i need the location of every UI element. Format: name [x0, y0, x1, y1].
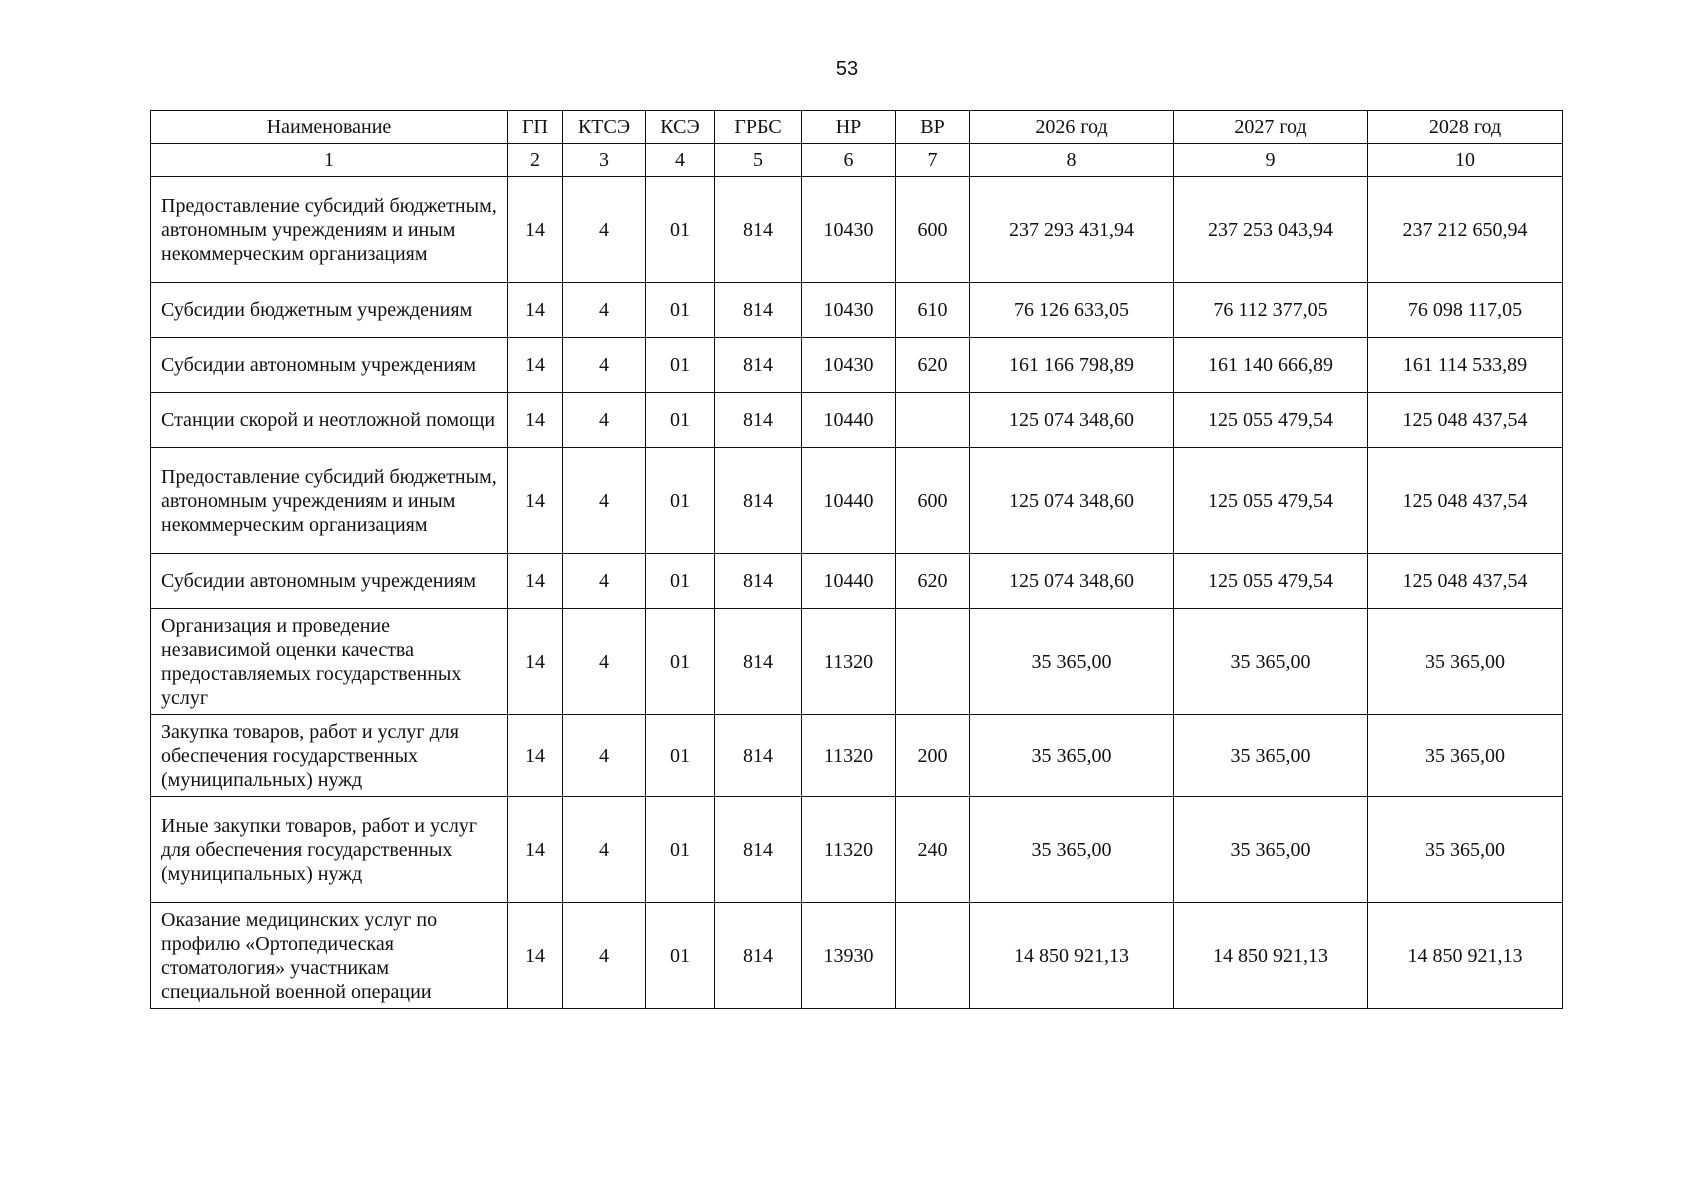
- row-ktse: 4: [563, 393, 646, 448]
- table-row: [151, 715, 1563, 797]
- row-vr: 610: [896, 283, 970, 338]
- row-grbs: 814: [715, 554, 802, 609]
- row-nr: 10440: [802, 393, 896, 448]
- row-kse: 01: [646, 283, 715, 338]
- row-kse: 01: [646, 797, 715, 903]
- row-nr: 10440: [802, 448, 896, 554]
- column-number: 10: [1368, 144, 1563, 177]
- row-nr: 10440: [802, 554, 896, 609]
- row-gp: 14: [508, 715, 563, 797]
- column-number: 2: [508, 144, 563, 177]
- row-ktse: 4: [563, 715, 646, 797]
- column-number: 4: [646, 144, 715, 177]
- row-nr: 10430: [802, 338, 896, 393]
- column-number-row: [151, 144, 1563, 177]
- budget-table: [150, 110, 1563, 1009]
- row-ktse: 4: [563, 554, 646, 609]
- row-kse: 01: [646, 338, 715, 393]
- row-grbs: 814: [715, 393, 802, 448]
- table-row: [151, 554, 1563, 609]
- row-vr: 240: [896, 797, 970, 903]
- header-gp: ГП: [508, 111, 563, 144]
- row-amount-2026: 14 850 921,13: [970, 903, 1174, 1009]
- row-vr: [896, 609, 970, 715]
- row-vr: [896, 393, 970, 448]
- header-ktse: КТСЭ: [563, 111, 646, 144]
- row-kse: 01: [646, 903, 715, 1009]
- row-name: Организация и проведение независимой оценки качества предоставляемых государственных услуг: [151, 609, 508, 715]
- row-gp: 14: [508, 177, 563, 283]
- row-nr: 11320: [802, 609, 896, 715]
- row-name: Предоставление субсидий бюджетным, автономным учреждениям и иным некоммерческим организациям: [151, 448, 508, 554]
- row-gp: 14: [508, 609, 563, 715]
- row-amount-2026: 161 166 798,89: [970, 338, 1174, 393]
- row-amount-2026: 125 074 348,60: [970, 393, 1174, 448]
- header-2027: 2027 год: [1174, 111, 1368, 144]
- table-row: [151, 448, 1563, 554]
- row-kse: 01: [646, 177, 715, 283]
- row-amount-2026: 125 074 348,60: [970, 554, 1174, 609]
- row-nr: 10430: [802, 177, 896, 283]
- row-amount-2027: 237 253 043,94: [1174, 177, 1368, 283]
- table-row: [151, 903, 1563, 1009]
- row-amount-2027: 125 055 479,54: [1174, 554, 1368, 609]
- table-row: [151, 283, 1563, 338]
- row-name: Станции скорой и неотложной помощи: [151, 393, 508, 448]
- row-amount-2028: 14 850 921,13: [1368, 903, 1563, 1009]
- row-amount-2026: 237 293 431,94: [970, 177, 1174, 283]
- row-amount-2026: 35 365,00: [970, 715, 1174, 797]
- row-name: Субсидии автономным учреждениям: [151, 554, 508, 609]
- row-amount-2026: 35 365,00: [970, 797, 1174, 903]
- row-amount-2028: 125 048 437,54: [1368, 393, 1563, 448]
- row-ktse: 4: [563, 609, 646, 715]
- row-amount-2027: 35 365,00: [1174, 715, 1368, 797]
- column-number: 5: [715, 144, 802, 177]
- row-nr: 11320: [802, 715, 896, 797]
- row-amount-2027: 14 850 921,13: [1174, 903, 1368, 1009]
- row-amount-2027: 76 112 377,05: [1174, 283, 1368, 338]
- row-vr: 600: [896, 448, 970, 554]
- row-gp: 14: [508, 554, 563, 609]
- column-number: 1: [151, 144, 508, 177]
- table-row: [151, 797, 1563, 903]
- row-gp: 14: [508, 338, 563, 393]
- row-grbs: 814: [715, 177, 802, 283]
- row-ktse: 4: [563, 338, 646, 393]
- row-gp: 14: [508, 448, 563, 554]
- page-number: 53: [835, 58, 859, 80]
- table-row: [151, 393, 1563, 448]
- column-number: 3: [563, 144, 646, 177]
- row-vr: 600: [896, 177, 970, 283]
- row-amount-2026: 76 126 633,05: [970, 283, 1174, 338]
- row-nr: 10430: [802, 283, 896, 338]
- row-name: Оказание медицинских услуг по профилю «Ортопедическая стоматология» участникам специальной военной операции: [151, 903, 508, 1009]
- row-grbs: 814: [715, 338, 802, 393]
- row-grbs: 814: [715, 797, 802, 903]
- row-grbs: 814: [715, 903, 802, 1009]
- row-amount-2026: 125 074 348,60: [970, 448, 1174, 554]
- header-vr: ВР: [896, 111, 970, 144]
- table-row: [151, 338, 1563, 393]
- row-amount-2028: 161 114 533,89: [1368, 338, 1563, 393]
- row-nr: 13930: [802, 903, 896, 1009]
- header-2026: 2026 год: [970, 111, 1174, 144]
- header-2028: 2028 год: [1368, 111, 1563, 144]
- row-gp: 14: [508, 797, 563, 903]
- table-row: [151, 177, 1563, 283]
- row-amount-2027: 125 055 479,54: [1174, 448, 1368, 554]
- header-name: Наименование: [151, 111, 508, 144]
- row-grbs: 814: [715, 715, 802, 797]
- row-kse: 01: [646, 448, 715, 554]
- row-amount-2028: 76 098 117,05: [1368, 283, 1563, 338]
- row-grbs: 814: [715, 283, 802, 338]
- row-kse: 01: [646, 609, 715, 715]
- row-vr: 620: [896, 338, 970, 393]
- row-vr: [896, 903, 970, 1009]
- row-amount-2027: 35 365,00: [1174, 609, 1368, 715]
- row-vr: 200: [896, 715, 970, 797]
- table-body: [151, 177, 1563, 1009]
- row-kse: 01: [646, 393, 715, 448]
- table-row: [151, 609, 1563, 715]
- row-name: Предоставление субсидий бюджетным, автономным учреждениям и иным некоммерческим организациям: [151, 177, 508, 283]
- row-name: Закупка товаров, работ и услуг для обеспечения государственных (муниципальных) нужд: [151, 715, 508, 797]
- row-amount-2028: 237 212 650,94: [1368, 177, 1563, 283]
- row-ktse: 4: [563, 177, 646, 283]
- row-gp: 14: [508, 393, 563, 448]
- row-ktse: 4: [563, 903, 646, 1009]
- column-number: 7: [896, 144, 970, 177]
- row-gp: 14: [508, 283, 563, 338]
- header-grbs: ГРБС: [715, 111, 802, 144]
- row-ktse: 4: [563, 797, 646, 903]
- row-kse: 01: [646, 554, 715, 609]
- row-grbs: 814: [715, 448, 802, 554]
- row-amount-2028: 35 365,00: [1368, 609, 1563, 715]
- row-kse: 01: [646, 715, 715, 797]
- row-ktse: 4: [563, 448, 646, 554]
- table-header: [151, 111, 1563, 177]
- row-amount-2028: 125 048 437,54: [1368, 448, 1563, 554]
- column-number: 9: [1174, 144, 1368, 177]
- row-name: Иные закупки товаров, работ и услуг для обеспечения государственных (муниципальных) нужд: [151, 797, 508, 903]
- row-name: Субсидии автономным учреждениям: [151, 338, 508, 393]
- row-amount-2028: 35 365,00: [1368, 797, 1563, 903]
- row-ktse: 4: [563, 283, 646, 338]
- row-amount-2027: 125 055 479,54: [1174, 393, 1368, 448]
- column-number: 6: [802, 144, 896, 177]
- row-amount-2026: 35 365,00: [970, 609, 1174, 715]
- row-gp: 14: [508, 903, 563, 1009]
- column-number: 8: [970, 144, 1174, 177]
- row-amount-2027: 161 140 666,89: [1174, 338, 1368, 393]
- row-nr: 11320: [802, 797, 896, 903]
- row-amount-2027: 35 365,00: [1174, 797, 1368, 903]
- row-amount-2028: 35 365,00: [1368, 715, 1563, 797]
- header-row: [151, 111, 1563, 144]
- row-vr: 620: [896, 554, 970, 609]
- row-grbs: 814: [715, 609, 802, 715]
- header-kse: КСЭ: [646, 111, 715, 144]
- row-name: Субсидии бюджетным учреждениям: [151, 283, 508, 338]
- header-nr: НР: [802, 111, 896, 144]
- row-amount-2028: 125 048 437,54: [1368, 554, 1563, 609]
